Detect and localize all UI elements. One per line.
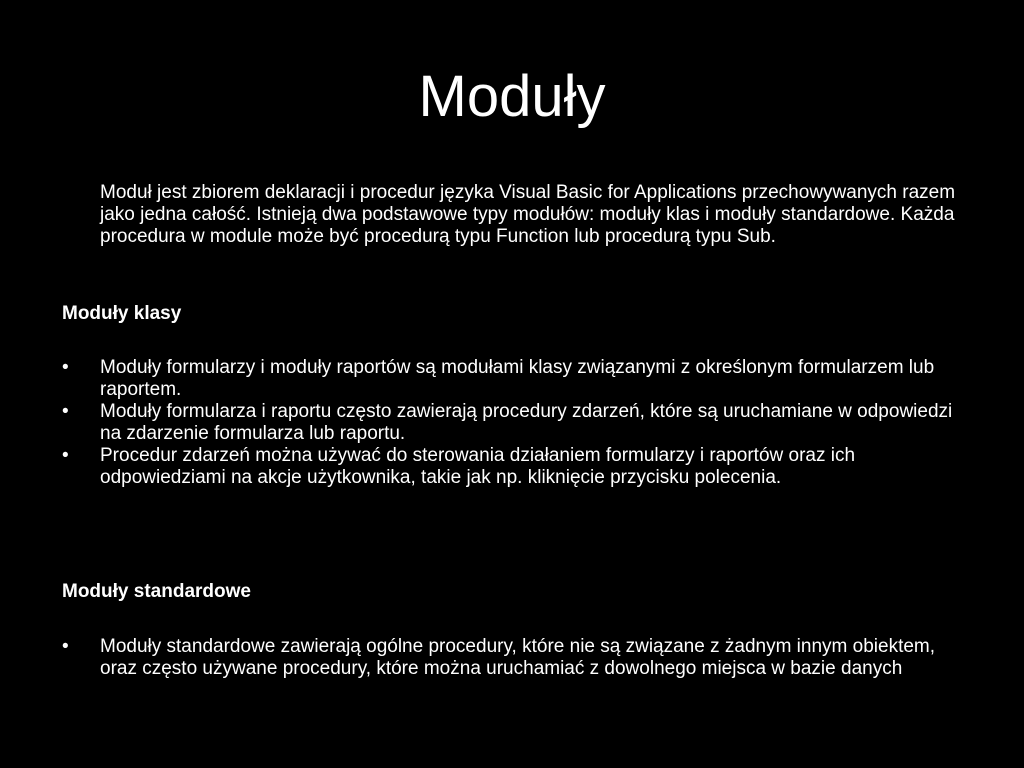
list-item-text: Procedur zdarzeń można używać do sterowania działaniem formularzy i raportów oraz ich odpowiedziami na akcje użytkownika, takie jak np. kliknięcie przycisku polecenia. bbox=[100, 445, 856, 488]
list-item-text: Moduły formularzy i moduły raportów są modułami klasy związanymi z określonym formularzem lub raportem. bbox=[100, 357, 935, 400]
bullet-icon: • bbox=[62, 636, 69, 657]
list-item bbox=[62, 636, 962, 680]
list-item bbox=[62, 445, 962, 489]
bullet-icon: • bbox=[62, 401, 69, 422]
list-item-text: Moduły standardowe zawierają ogólne procedury, które nie są związane z żadnym innym obiektem, oraz często używane procedury, które można uruchamiać z dowolnego miejsca w bazie danych bbox=[100, 636, 936, 679]
intro-paragraph: Moduł jest zbiorem deklaracji i procedur języka Visual Basic for Applications przechowywanych razem jako jedna całość. Istnieją dwa podstawowe typy modułów: moduły klas i moduły standardowe. Każda procedura w module może być procedurą typu Function lub procedurą typu Sub. bbox=[100, 182, 956, 247]
list-item bbox=[62, 401, 962, 445]
class-modules-list bbox=[62, 357, 962, 489]
slide-title: Moduły bbox=[418, 64, 606, 129]
list-item-text: Moduły formularza i raportu często zawierają procedury zdarzeń, które są uruchamiane w odpowiedzi na zdarzenie formularza lub raportu. bbox=[100, 401, 953, 444]
bullet-icon: • bbox=[62, 357, 69, 378]
section-heading-class-modules: Moduły klasy bbox=[62, 303, 182, 324]
section-heading-standard-modules: Moduły standardowe bbox=[62, 581, 251, 602]
list-item bbox=[62, 357, 962, 401]
bullet-icon: • bbox=[62, 445, 69, 466]
standard-modules-list bbox=[62, 636, 962, 680]
